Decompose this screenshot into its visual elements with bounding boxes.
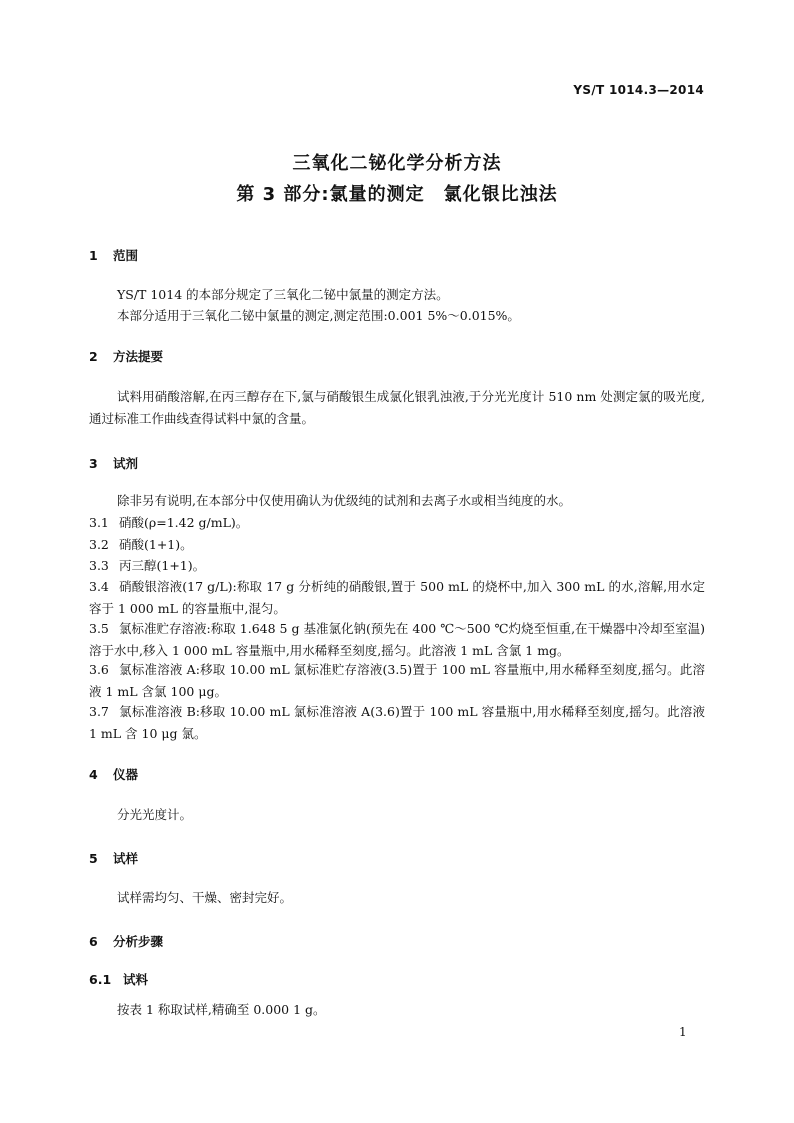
item-text: 硝酸(1+1)。 bbox=[119, 537, 193, 552]
section-2-heading bbox=[89, 347, 163, 365]
section-4-paragraph-1: 分光光度计。 bbox=[117, 807, 193, 822]
section-title: 分析步骤 bbox=[113, 934, 164, 949]
section-number: 6 bbox=[89, 934, 98, 949]
standard-number: YS/T 1014.3—2014 bbox=[573, 83, 704, 97]
reagent-item bbox=[89, 534, 705, 556]
page-number: 1 bbox=[679, 1025, 687, 1039]
item-text: 氯标准溶液 B:移取 10.00 mL 氯标准溶液 A(3.6)置于 100 mL 容量瓶中,用水稀释至刻度,摇匀。此溶液 1 mL 含 10 μg 氯。 bbox=[89, 704, 705, 741]
section-number: 5 bbox=[89, 851, 98, 866]
section-2-paragraph-1: 试料用硝酸溶解,在丙三醇存在下,氯与硝酸银生成氯化银乳浊液,于分光光度计 510 nm 处测定氯的吸光度,通过标准工作曲线查得试料中氯的含量。 bbox=[89, 389, 705, 426]
section-1-paragraph-2: 本部分适用于三氧化二铋中氯量的测定,测定范围:0.001 5%～0.015%。 bbox=[117, 308, 520, 323]
reagent-item bbox=[89, 701, 705, 744]
section-6-1-heading bbox=[89, 970, 148, 988]
section-1-paragraph-1: YS/T 1014 的本部分规定了三氧化二铋中氯量的测定方法。 bbox=[117, 287, 449, 302]
reagent-item bbox=[89, 576, 705, 619]
reagent-item bbox=[89, 659, 705, 702]
item-number: 3.6 bbox=[89, 662, 109, 677]
item-text: 氯标准贮存溶液:称取 1.648 5 g 基准氯化钠(预先在 400 ℃～500 ℃灼烧至恒重,在干燥器中冷却至室温)溶于水中,移入 1 000 mL 容量瓶中,用水稀释至刻度,摇匀。此溶液 1 mL 含氯 1 mg。 bbox=[89, 621, 705, 658]
section-title: 试剂 bbox=[113, 456, 139, 471]
item-text: 硝酸银溶液(17 g/L):称取 17 g 分析纯的硝酸银,置于 500 mL 的烧杯中,加入 300 mL 的水,溶解,用水定容于 1 000 mL 的容量瓶中,混匀。 bbox=[89, 579, 705, 616]
section-5-heading bbox=[89, 849, 138, 867]
section-5-paragraph-1: 试样需均匀、干燥、密封完好。 bbox=[117, 890, 293, 905]
item-number: 3.3 bbox=[89, 558, 109, 573]
section-number: 1 bbox=[89, 248, 98, 263]
reagent-item bbox=[89, 555, 705, 577]
section-title: 试样 bbox=[113, 851, 139, 866]
section-number: 4 bbox=[89, 767, 98, 782]
section-title: 范围 bbox=[113, 248, 139, 263]
section-3-paragraph-1: 除非另有说明,在本部分中仅使用确认为优级纯的试剂和去离子水或相当纯度的水。 bbox=[117, 493, 571, 508]
reagent-item bbox=[89, 618, 705, 661]
item-text: 丙三醇(1+1)。 bbox=[119, 558, 206, 573]
item-text: 硝酸(ρ=1.42 g/mL)。 bbox=[119, 515, 249, 530]
section-title: 仪器 bbox=[113, 767, 139, 782]
section-number: 3 bbox=[89, 456, 98, 471]
section-3-heading bbox=[89, 454, 138, 472]
item-text: 氯标准溶液 A:移取 10.00 mL 氯标准贮存溶液(3.5)置于 100 mL 容量瓶中,用水稀释至刻度,摇匀。此溶液 1 mL 含氯 100 μg。 bbox=[89, 662, 705, 699]
subsection-title: 试料 bbox=[123, 972, 149, 987]
section-1-heading bbox=[89, 246, 138, 264]
section-number: 2 bbox=[89, 349, 98, 364]
section-4-heading bbox=[89, 765, 138, 783]
item-number: 3.5 bbox=[89, 621, 109, 636]
section-6-1-paragraph-1: 按表 1 称取试样,精确至 0.000 1 g。 bbox=[117, 1002, 326, 1017]
item-number: 3.1 bbox=[89, 515, 109, 530]
section-title: 方法提要 bbox=[113, 349, 164, 364]
item-number: 3.4 bbox=[89, 579, 109, 594]
document-title-line2: 第 3 部分:氯量的测定 氯化银比浊法 bbox=[236, 184, 558, 205]
item-number: 3.7 bbox=[89, 704, 109, 719]
item-number: 3.2 bbox=[89, 537, 109, 552]
reagent-item bbox=[89, 512, 705, 534]
section-6-heading bbox=[89, 932, 163, 950]
document-title-line1: 三氧化二铋化学分析方法 bbox=[292, 153, 502, 174]
subsection-number: 6.1 bbox=[89, 972, 112, 987]
